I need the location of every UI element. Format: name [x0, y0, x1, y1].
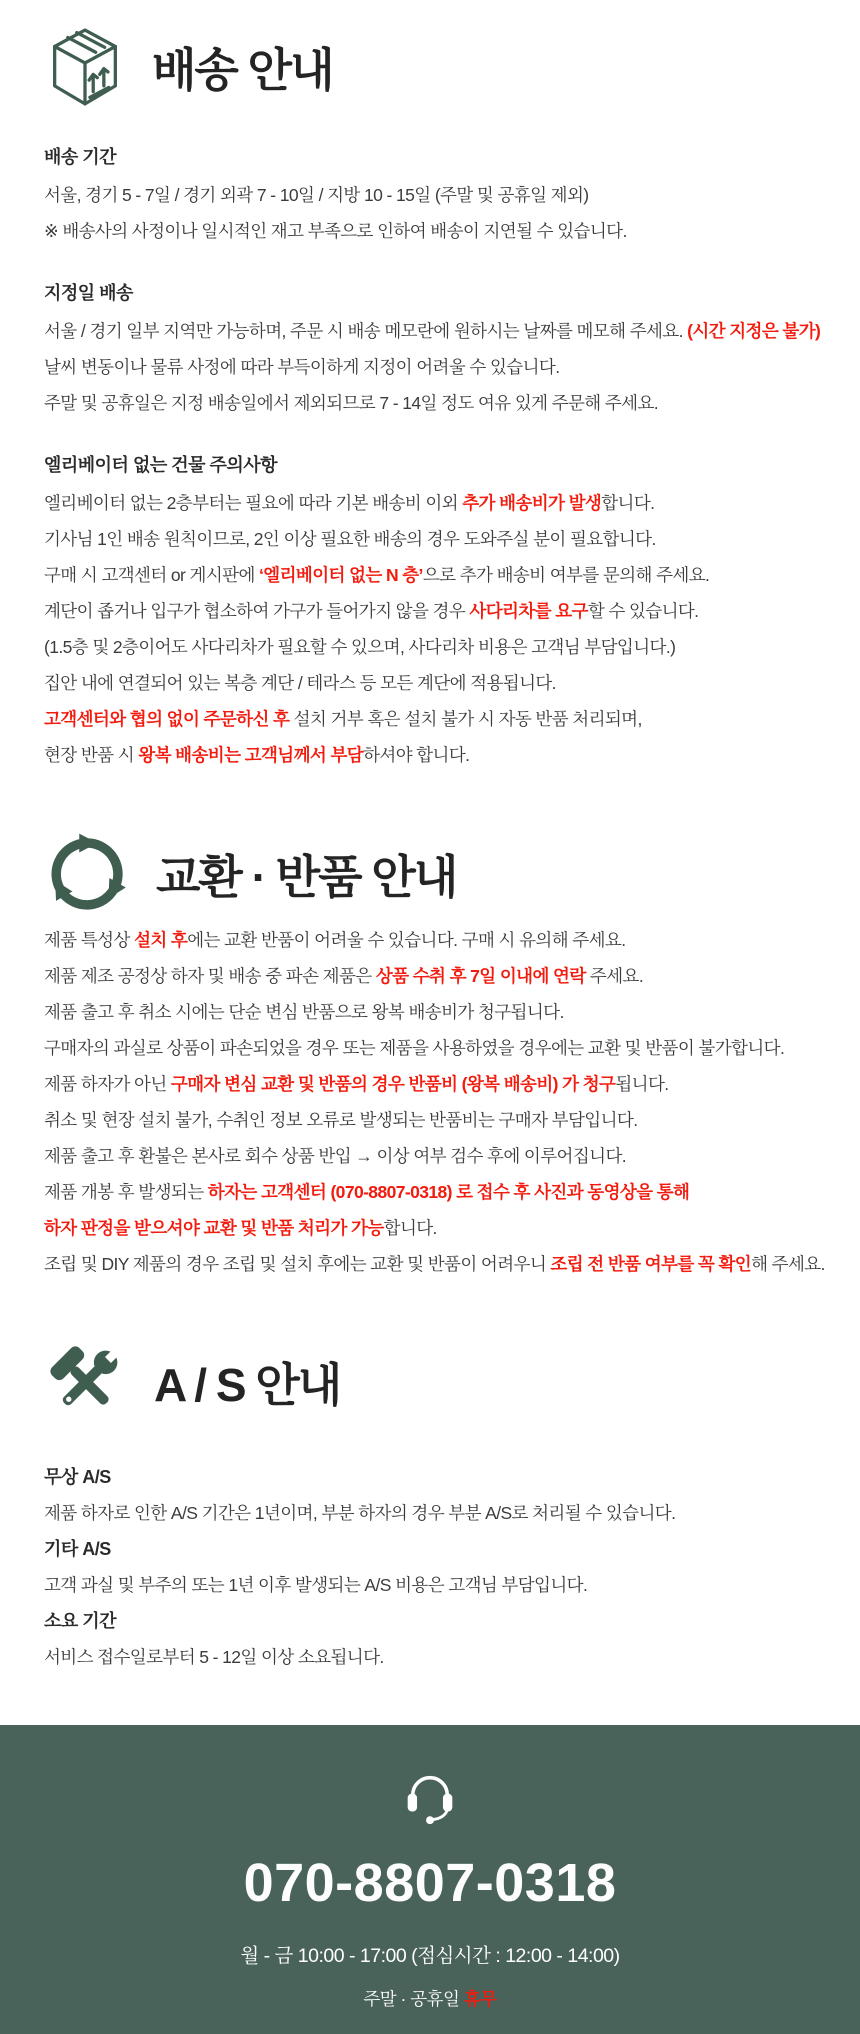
alert-text: 설치 후 [134, 930, 188, 950]
text: 제품 출고 후 환불은 본사로 회수 상품 반입 → 이상 여부 검수 후에 이루어집니다. [44, 1146, 627, 1166]
tools-icon [44, 1340, 128, 1429]
text: 됩니다. [615, 1074, 669, 1094]
returns-title: 교환 · 반품 안내 [156, 850, 457, 903]
delivery-delay-notice [44, 213, 830, 249]
text: 할 수 있습니다. [587, 601, 699, 621]
headset-icon [394, 1759, 466, 1836]
returns-line-9 [44, 1210, 830, 1246]
as-etc-heading: 기타 A/S [44, 1539, 111, 1559]
text: 제품 출고 후 취소 시에는 단순 변심 반품으로 왕복 배송비가 청구됩니다. [44, 1002, 564, 1022]
text: 제품 하자가 아닌 [44, 1074, 171, 1094]
text: 설치 거부 혹은 설치 불가 시 자동 반품 처리되며, [293, 709, 642, 729]
text: 현장 반품 시 [44, 745, 139, 765]
as-section [44, 1340, 830, 1675]
as-header [44, 1340, 830, 1429]
text: 구매자의 과실로 상품이 파손되었을 경우 또는 제품을 사용하였을 경우에는 교환 및 반품이 불가합니다. [44, 1038, 785, 1058]
text: 기사님 1인 배송 원칙이므로, 2인 이상 필요한 배송의 경우 도와주실 분이 필요합니다. [44, 529, 656, 549]
returns-line-6 [44, 1102, 830, 1138]
alert-text: 왕복 배송비는 고객님께서 부담 [138, 745, 364, 765]
text: 서울, 경기 5 - 7일 / 경기 외곽 7 - 10일 / 지방 10 - 15일 (주말 및 공휴일 제외) [44, 185, 589, 205]
no-elevator-line-2 [44, 521, 830, 557]
returns-line-7 [44, 1138, 830, 1174]
scheduled-delivery-heading: 지정일 배송 [44, 283, 133, 303]
text: 제품 하자로 인한 A/S 기간은 1년이며, 부분 하자의 경우 부분 A/S로 처리될 수 있습니다. [44, 1503, 676, 1523]
returns-line-5 [44, 1066, 830, 1102]
text: 서비스 접수일로부터 5 - 12일 이상 소요됩니다. [44, 1647, 384, 1667]
alert-text: (시간 지정은 불가) [687, 321, 821, 341]
text: 날씨 변동이나 물류 사정에 따라 부득이하게 지정이 어려울 수 있습니다. [44, 357, 560, 377]
returns-line-8 [44, 1174, 830, 1210]
as-duration-heading: 소요 기간 [44, 1611, 117, 1631]
no-elevator-line-4 [44, 593, 830, 629]
as-title: A / S 안내 [154, 1358, 341, 1411]
returns-section [44, 831, 830, 1282]
text: 으로 추가 배송비 여부를 문의해 주세요. [422, 565, 710, 585]
text: 구매 시 고객센터 or 게시판에 [44, 565, 260, 585]
alert-text: 하자는 고객센터 (070-8807-0318) 로 접수 후 사진과 동영상을 통해 [207, 1182, 690, 1202]
shipping-header [44, 26, 830, 113]
text: 취소 및 현장 설치 불가, 수취인 정보 오류로 발생되는 반품비는 구매자 부담입니다. [44, 1110, 638, 1130]
text: 합니다. [383, 1218, 437, 1238]
alert-text: 구매자 변심 교환 및 반품의 경우 반품비 (왕복 배송비) 가 청구 [170, 1074, 616, 1094]
text: 제품 개봉 후 발생되는 [44, 1182, 208, 1202]
text: ※ 배송사의 사정이나 일시적인 재고 부족으로 인하여 배송이 지연될 수 있습니다. [44, 221, 627, 241]
returns-header [44, 831, 830, 922]
scheduled-line-3 [44, 385, 830, 421]
shipping-title: 배송 안내 [152, 43, 333, 96]
no-elevator-line-3 [44, 557, 830, 593]
as-free-heading: 무상 A/S [44, 1467, 111, 1487]
scheduled-line-1 [44, 313, 830, 349]
text: 에는 교환 반품이 어려울 수 있습니다. 구매 시 유의해 주세요. [187, 930, 626, 950]
alert-text: 사다리차를 요구 [469, 601, 588, 621]
text: 서울 / 경기 일부 지역만 가능하며, 주문 시 배송 메모란에 원하시는 날짜를 메모해 주세요. [44, 321, 688, 341]
no-elevator-line-7 [44, 701, 830, 737]
as-etc-line [44, 1567, 830, 1603]
text: 조립 및 DIY 제품의 경우 조립 및 설치 후에는 교환 및 반품이 어려우니 [44, 1254, 551, 1274]
customer-service-phone: 070-8807-0318 [243, 1853, 617, 1913]
shipping-section [44, 26, 830, 773]
alert-text: 추가 배송비가 발생 [462, 493, 602, 513]
closed-text: 휴무 [463, 1989, 497, 2009]
alert-text: 조립 전 반품 여부를 꼭 확인 [550, 1254, 752, 1274]
text: 제품 특성상 [44, 930, 135, 950]
no-elevator-line-8 [44, 737, 830, 773]
alert-text: ‘엘리베이터 없는 N 층’ [259, 565, 423, 585]
returns-line-4 [44, 1030, 830, 1066]
text: 제품 제조 공정상 하자 및 배송 중 파손 제품은 [44, 966, 376, 986]
returns-line-1 [44, 922, 830, 958]
business-hours: 월 - 금 10:00 - 17:00 (점심시간 : 12:00 - 14:00) [240, 1945, 620, 1967]
recycle-icon [44, 831, 130, 922]
delivery-period-line [44, 177, 830, 213]
delivery-period-heading: 배송 기간 [44, 147, 117, 167]
returns-line-3 [44, 994, 830, 1030]
text: 하셔야 합니다. [363, 745, 470, 765]
text: (1.5층 및 2층이어도 사다리차가 필요할 수 있으며, 사다리차 비용은 고객님 부담입니다.) [44, 637, 676, 657]
alert-text: 하자 판정을 받으셔야 교환 및 반품 처리가 가능 [44, 1218, 384, 1238]
no-elevator-heading: 엘리베이터 없는 건물 주의사항 [44, 455, 278, 475]
as-duration-line [44, 1639, 830, 1675]
text: 집안 내에 연결되어 있는 복층 계단 / 테라스 등 모든 계단에 적용됩니다. [44, 673, 556, 693]
returns-line-2 [44, 958, 830, 994]
text: 주세요. [585, 966, 644, 986]
text: 고객 과실 및 부주의 또는 1년 이후 발생되는 A/S 비용은 고객님 부담입니다. [44, 1575, 588, 1595]
no-elevator-line-5 [44, 629, 830, 665]
no-elevator-line-6 [44, 665, 830, 701]
shipping-box-icon [44, 26, 126, 113]
text: 합니다. [601, 493, 655, 513]
as-free-line [44, 1495, 830, 1531]
alert-text: 상품 수취 후 7일 이내에 연락 [375, 966, 586, 986]
scheduled-line-2 [44, 349, 830, 385]
alert-text: 고객센터와 협의 없이 주문하신 후 [44, 709, 294, 729]
holiday-notice [363, 1986, 496, 2011]
no-elevator-line-1 [44, 485, 830, 521]
text: 계단이 좁거나 입구가 협소하여 가구가 들어가지 않을 경우 [44, 601, 470, 621]
returns-line-10 [44, 1246, 830, 1282]
customer-service-footer [0, 1725, 860, 2034]
text: 주말 · 공휴일 [363, 1989, 464, 2009]
text: 해 주세요. [751, 1254, 825, 1274]
text: 엘리베이터 없는 2층부터는 필요에 따라 기본 배송비 이외 [44, 493, 463, 513]
text: 주말 및 공휴일은 지정 배송일에서 제외되므로 7 - 14일 정도 여유 있게 주문해 주세요. [44, 393, 659, 413]
